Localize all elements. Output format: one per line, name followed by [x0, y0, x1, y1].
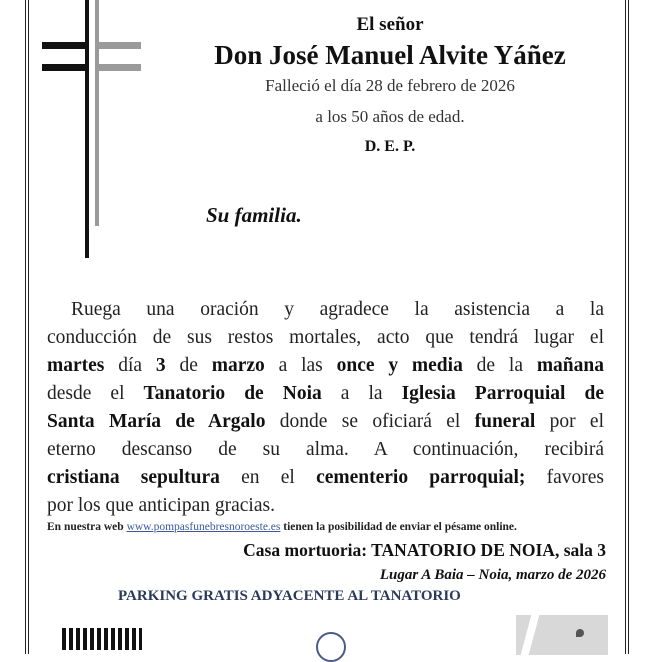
- body-line: [47, 380, 604, 408]
- text: de la: [462, 355, 537, 376]
- age: a los 50 años de edad.: [315, 107, 465, 126]
- body-line: [47, 352, 604, 380]
- web-after: tienen la posibilidad de enviar el pésame online.: [280, 521, 517, 533]
- text: a las: [264, 355, 337, 376]
- anniversary-logo: [316, 632, 346, 662]
- web-before: En nuestra web: [47, 521, 127, 533]
- bold-text: Santa María de Argalo: [47, 411, 266, 432]
- bold-text: mañana: [536, 355, 604, 376]
- body-line: [47, 464, 604, 492]
- text: a la: [321, 383, 402, 404]
- deceased-name: Don José Manuel Alvite Yáñez: [214, 40, 566, 70]
- text: eterno descanso de su alma. A continuación, recibirá: [47, 439, 604, 460]
- bold-text: Iglesia Parroquial de: [401, 383, 604, 404]
- text: por el: [535, 411, 604, 432]
- qr-code[interactable]: [62, 628, 142, 650]
- death-date: Falleció el día 28 de febrero de 2026: [265, 76, 515, 95]
- notice-body: [47, 296, 604, 520]
- body-line: [47, 492, 604, 520]
- dep: D. E. P.: [364, 138, 416, 155]
- map-pin-icon: [576, 629, 584, 637]
- text: desde el: [47, 383, 144, 404]
- bold-text: cementerio parroquial;: [316, 467, 526, 488]
- bold-text: martes: [47, 355, 105, 376]
- text: Ruega una oración y agradece la asistencia a la: [71, 299, 604, 320]
- text: en el: [219, 467, 317, 488]
- family: Su familia.: [206, 203, 302, 227]
- bold-text: cristiana sepultura: [47, 467, 220, 488]
- text: por los que anticipan gracias.: [47, 495, 275, 516]
- text: día: [104, 355, 156, 376]
- text: favores: [525, 467, 605, 488]
- bold-text: Tanatorio de Noia: [143, 383, 322, 404]
- body-line: [47, 408, 604, 436]
- parking-note: PARKING GRATIS ADYACENTE AL TANATORIO: [118, 588, 461, 604]
- map-thumbnail[interactable]: [516, 615, 608, 655]
- intro: El señor: [356, 14, 424, 35]
- text: conducción de sus restos mortales, acto que tendrá lugar el: [47, 327, 604, 348]
- website-link[interactable]: www.pompasfunebresnoroeste.es: [126, 521, 281, 533]
- bold-text: once y media: [336, 355, 463, 376]
- text: de: [165, 355, 212, 376]
- bold-text: marzo: [211, 355, 265, 376]
- body-line: [47, 436, 604, 464]
- funeral-home: Casa mortuoria: TANATORIO DE NOIA, sala 3: [243, 540, 606, 560]
- bold-text: 3: [155, 355, 166, 376]
- body-line: [47, 324, 604, 352]
- text: donde se oficiará el: [265, 411, 475, 432]
- bold-text: funeral: [474, 411, 536, 432]
- web-note: [47, 521, 517, 533]
- place-date: Lugar A Baia – Noia, marzo de 2026: [379, 567, 606, 583]
- body-line: [47, 296, 604, 324]
